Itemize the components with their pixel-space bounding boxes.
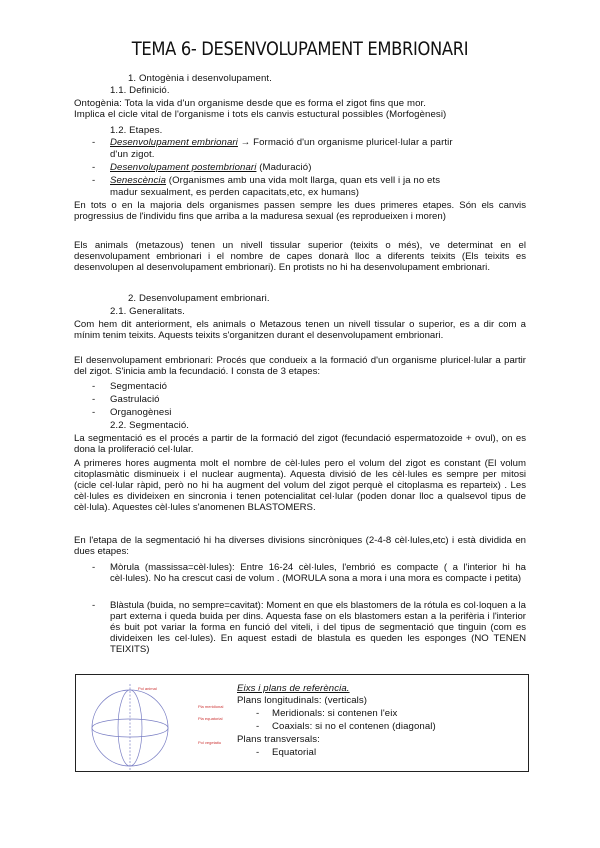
bullet-dash: - (92, 137, 96, 148)
stage-item-3-cont: madur sexualment, es perden capacitats,etc, ex humans) (110, 187, 360, 198)
paragraph-1: En tots o en la majoria dels organismes passen sempre les dues primeres etapes. Són els canvis progressius de l'individu fins que arriba a la maduresa sexual (es reprodueixen i moren) (74, 200, 526, 222)
box-longitudinal: Plans longitudinals: (verticals) (237, 695, 368, 706)
box-meridional: Meridionals: si contenen l'eix (272, 708, 398, 719)
paragraph-2: Els animals (metazous) tenen un nivell tissular superior (teixits o més), ve determinat en el desenvolupament embrionari i el nombre de capes donarà lloc a diferents teixits (Els teixits es desenvolupen al desenvolupament embrionari). En protists no hi ha desenvolupament embrionari. (74, 240, 526, 273)
paragraph-3: Com hem dit anteriorment, els animals o Metazous tenen un nivell tissular o superior, es a dir com a mínim tenim teixits. Aquests teixits s'organitzen durant el desenvolupament embrionari. (74, 319, 526, 341)
paragraph-5: La segmentació es el procés a partir de la formació del zigot (fecundació espermatozoide + ovul), on es dona la proliferació cel·lular. (74, 433, 526, 455)
section-heading-2: 2. Desenvolupament embrionari. (128, 293, 270, 304)
sphere-planes-figure (86, 680, 226, 770)
morula-item: Mòrula (massissa=cèl·lules): Entre 16-24 cèl·lules, l'embrió es compacte ( a l'interior hi ha cèl·lules). No ha crescut casi de volum . (MORULA sona a mora i una mora es compacte i petita) (110, 562, 526, 584)
box-transversal: Plans transversals: (237, 734, 320, 745)
bullet-dash: - (92, 162, 96, 173)
bullet-dash: - (92, 600, 96, 611)
subsection-2-2: 2.2. Segmentació. (110, 420, 190, 431)
stage-item-3: Senescència (Organismes amb una vida molt llarga, quan ets vell i ja no ets (110, 175, 441, 186)
stage-item-1: Desenvolupament embrionari → Formació d'un organisme pluricel·lular a partir (110, 137, 453, 148)
definition-line-1: Ontogènia: Tota la vida d'un organisme desde que es forma el zigot fins que mor. (74, 98, 427, 109)
bullet-dash: - (92, 562, 96, 573)
figure-label: Pol vegetatiu (198, 740, 222, 745)
box-equatorial: Equatorial (272, 747, 317, 758)
paragraph-4: El desenvolupament embrionari: Procés que condueix a la formació d'un organisme pluricel·lular a partir del zigot. S'inicia amb la fecundació. I consta de 3 etapes: (74, 355, 526, 377)
paragraph-6: A primeres hores augmenta molt el nombre de cèl·lules pero el volum del zigot es constant (El volum citoplasmàtic disminueix i el nuclear augmenta). Aquesta divisió de les cèl·lules es sempre per mitosi (cicle cel·lular ràpid, però no hi ha augment del volum del zigot perquè el citoplasma es reparteix) . Les cèl·lules es divideixen en sincronia i tenen potencialitat cel·lular (poden donar lloc a qualsevol tipus de cèl·lula). Aquestes cèl·lules s'anomenen BLASTOMERS. (74, 458, 526, 513)
stage-list-item: Segmentació (110, 381, 168, 392)
bullet-dash: - (92, 394, 96, 405)
bullet-dash: - (92, 175, 96, 186)
page-title: TEMA 6- DESENVOLUPAMENT EMBRIONARI (131, 38, 469, 60)
figure-label: Pla meridional (198, 704, 224, 709)
box-coaxial: Coaxials: si no el contenen (diagonal) (272, 721, 436, 732)
box-heading: Eixs i plans de referència. (237, 683, 350, 694)
stage-item-1-cont: d'un zigot. (110, 149, 155, 160)
stage-item-2: Desenvolupament postembrionari (Maduració) (110, 162, 312, 173)
stage-list-item: Organogènesi (110, 407, 172, 418)
subsection-1-1: 1.1. Definició. (110, 85, 170, 96)
blastula-item: Blàstula (buida, no sempre=cavitat): Moment en que els blastomers de la rótula es col·loquen a la part externa i queda buida per dins. Aquesta fase on els blastomers estan a la perifèria i l'interior és buit pot variar la forma en funció del viteli, i del tipus de segmentació que tinguin (com es divideixen les cel·lules). En aquest estadi de blastula es queden les esponges (NO TENEN TEIXITS) (110, 600, 526, 655)
section-heading-1: 1. Ontogènia i desenvolupament. (128, 73, 272, 84)
figure-label: Pla equatorial (198, 716, 223, 721)
bullet-dash: - (256, 747, 260, 758)
stage-list-item: Gastrulació (110, 394, 160, 405)
paragraph-7: En l'etapa de la segmentació hi ha diverses divisions sincròniques (2-4-8 cèl·lules,etc) i està dividida en dues etapes: (74, 535, 526, 557)
bullet-dash: - (256, 708, 260, 719)
figure-label: Pol animal (138, 686, 157, 691)
definition-line-2: Implica el cicle vital de l'organisme i tots els canvis estuctural possibles (Morfogènesi) (74, 109, 447, 120)
bullet-dash: - (92, 407, 96, 418)
subsection-1-2: 1.2. Etapes. (110, 125, 163, 136)
bullet-dash: - (256, 721, 260, 732)
subsection-2-1: 2.1. Generalitats. (110, 306, 185, 317)
bullet-dash: - (92, 381, 96, 392)
